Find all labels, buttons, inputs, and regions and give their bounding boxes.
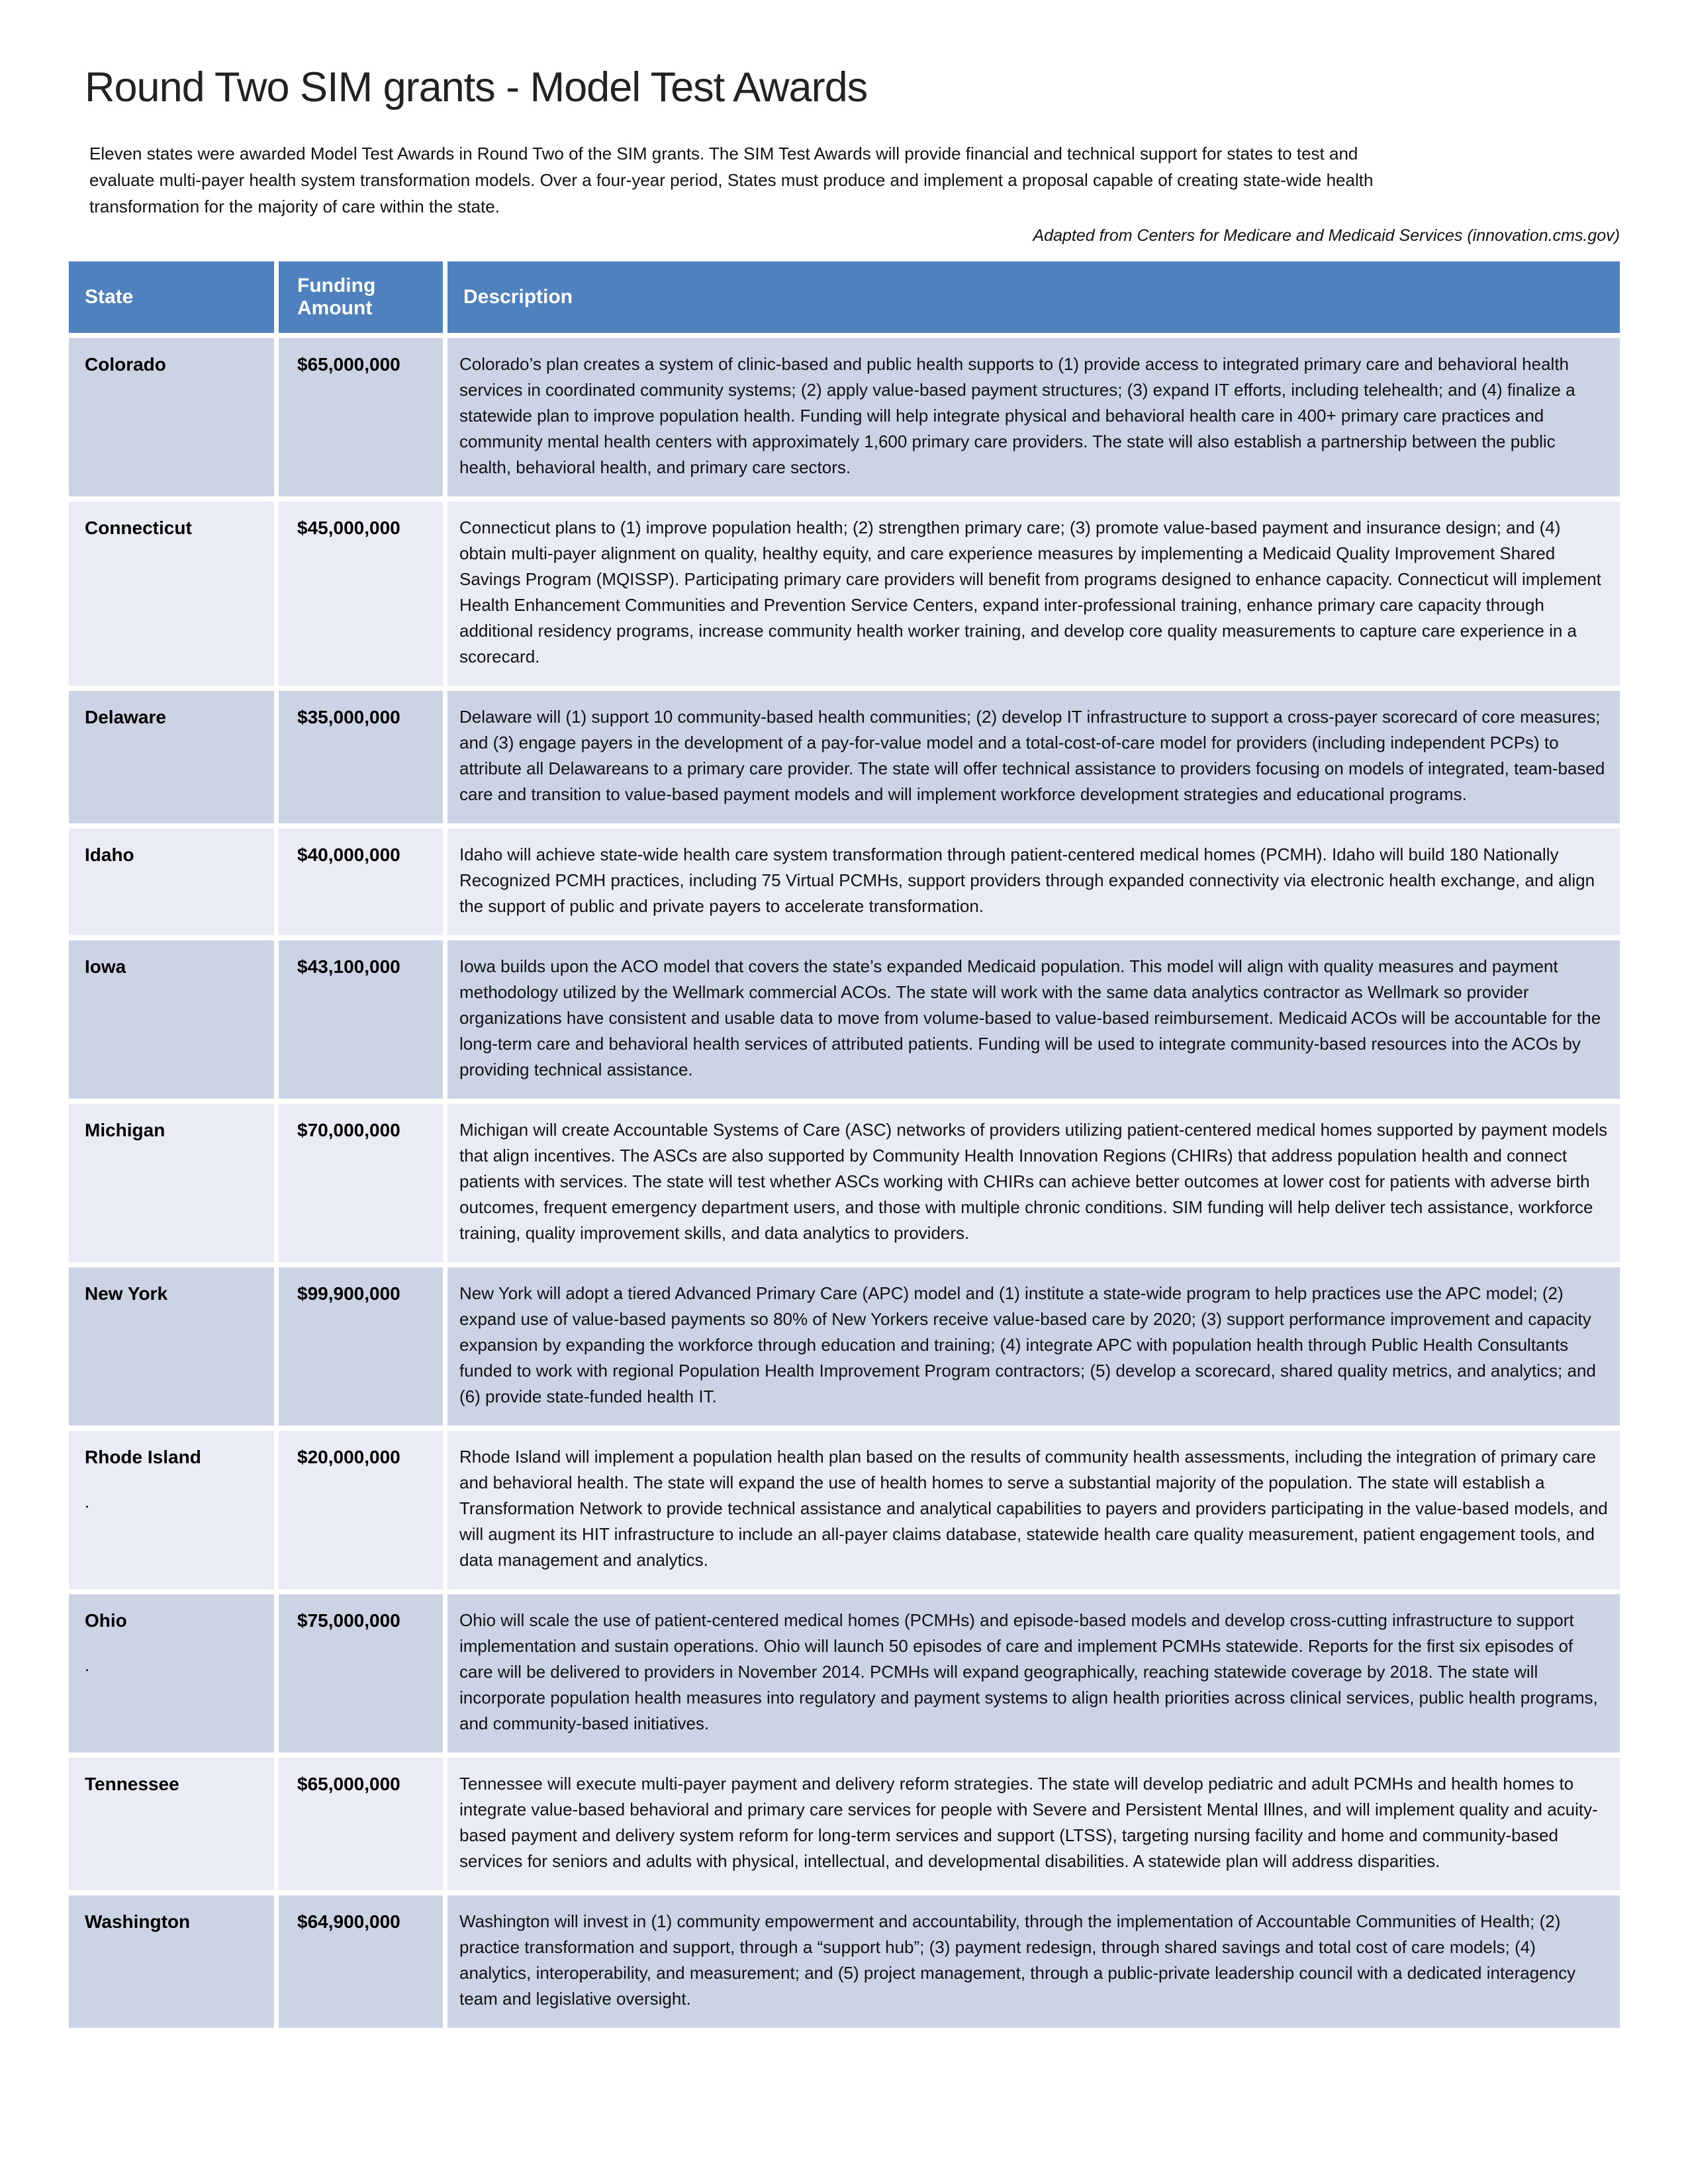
funding-amount: $43,100,000	[279, 940, 443, 1099]
table-row	[69, 1431, 1620, 1589]
state-description: Washington will invest in (1) community empowerment and accountability, through the implementation of Accountable Communities of Health; (2) practice transformation and support, through a “support hub”; (3) payment redesign, through shared savings and total cost of care models; (4) analytics, interoperability, and measurement; and (5) project management, through a public-private leadership council with a dedicated interagency team and legislative oversight.	[447, 1895, 1620, 2028]
page-title: Round Two SIM grants - Model Test Awards	[85, 64, 868, 111]
state-description: Idaho will achieve state-wide health care system transformation through patient-centered medical homes (PCMH). Idaho will build 180 Nationally Recognized PCMH practices, including 75 Virtual PCMHs, support providers through expanded connectivity via electronic health exchange, and align the support of public and private payers to accelerate transformation.	[447, 829, 1620, 935]
state-name: Tennessee	[85, 1774, 179, 1794]
state-note	[85, 1328, 267, 1335]
state-description: Tennessee will execute multi-payer payment and delivery reform strategies. The state will develop pediatric and adult PCMHs and health homes to integrate value-based behavioral and primary care services for people with Severe and Persistent Mental Illnes, and will implement quality and acuity-based payment and delivery system reform for long-term services and support (LTSS), targeting nursing facility and home and community-based services for seniors and adults with physical, intellectual, and developmental disabilities. A statewide plan will address disparities.	[447, 1758, 1620, 1890]
table-row	[69, 502, 1620, 686]
state-name: New York	[85, 1283, 168, 1304]
table-row	[69, 1758, 1620, 1890]
state-cell	[69, 1431, 274, 1589]
state-cell	[69, 502, 274, 686]
funding-amount: $35,000,000	[279, 691, 443, 823]
state-name: Michigan	[85, 1120, 165, 1140]
state-description: Ohio will scale the use of patient-centered medical homes (PCMHs) and episode-based models and develop cross-cutting infrastructure to support implementation and sustain operations. Ohio will launch 50 episodes of care and implement PCMHs statewide. Reports for the first six episodes of care will be delivered to providers in November 2014. PCMHs will expand geographically, reaching statewide coverage by 2018. The state will incorporate population health measures into regulatory and payment systems to align health priorities across clinical services, public health programs, and community-based initiatives.	[447, 1594, 1620, 1752]
funding-amount: $70,000,000	[279, 1104, 443, 1262]
state-cell	[69, 1104, 274, 1262]
table-row	[69, 829, 1620, 935]
table-row	[69, 1895, 1620, 2028]
state-note: .	[85, 1492, 90, 1512]
funding-amount: $20,000,000	[279, 1431, 443, 1589]
table-row	[69, 691, 1620, 823]
state-description: New York will adopt a tiered Advanced Primary Care (APC) model and (1) institute a state-wide program to help practices use the APC model; (2) expand use of value-based payments so 80% of New Yorkers receive value-based care by 2020; (3) support performance improvement and capacity expansion by expanding the workforce through education and training; (4) integrate APC with population health through Public Health Consultants funded to work with regional Population Health Improvement Program contractors; (5) develop a scorecard, shared quality metrics, and analytics; and (6) provide state-funded health IT.	[447, 1267, 1620, 1426]
state-note	[85, 399, 267, 406]
state-cell	[69, 1267, 274, 1426]
state-cell	[69, 691, 274, 823]
state-description: Delaware will (1) support 10 community-based health communities; (2) develop IT infrastructure to support a cross-payer scorecard of core measures; and (3) engage payers in the development of a pay-for-value model and a total-cost-of-care model for providers (including independent PCPs) to attribute all Delawareans to a primary care provider. The state will offer technical assistance to providers focusing on models of integrated, team-based care and transition to value-based payment models and will implement workforce development strategies and educational programs.	[447, 691, 1620, 823]
column-header-state: State	[69, 261, 274, 333]
column-header-funding-amount: Funding Amount	[279, 261, 443, 333]
table-body	[69, 338, 1620, 2028]
funding-amount: $45,000,000	[279, 502, 443, 686]
state-name: Rhode Island	[85, 1447, 201, 1467]
state-name: Delaware	[85, 707, 166, 727]
state-note	[85, 889, 267, 896]
state-note	[85, 563, 267, 569]
state-description: Connecticut plans to (1) improve population health; (2) strengthen primary care; (3) promote value-based payment and insurance design; and (4) obtain multi-payer alignment on quality, healthy equity, and care experience measures by implementing a Medicaid Quality Improvement Shared Savings Program (MQISSP). Participating primary care providers will benefit from programs designed to enhance capacity. Connecticut will implement Health Enhancement Communities and Prevention Service Centers, expand inter-professional training, enhance primary care capacity through additional residency programs, increase community health worker training, and develop core quality measurements to capture care experience in a scorecard.	[447, 502, 1620, 686]
funding-amount: $40,000,000	[279, 829, 443, 935]
header-row	[69, 261, 1620, 333]
table-row	[69, 1267, 1620, 1426]
table-header	[69, 261, 1620, 333]
funding-amount: $65,000,000	[279, 338, 443, 496]
table-row	[69, 338, 1620, 496]
state-name: Connecticut	[85, 518, 192, 538]
table-row	[69, 1594, 1620, 1752]
state-cell	[69, 338, 274, 496]
state-cell	[69, 1594, 274, 1752]
state-cell	[69, 940, 274, 1099]
column-header-description: Description	[447, 261, 1620, 333]
awards-table	[64, 256, 1624, 2033]
state-cell	[69, 1895, 274, 2028]
table-row	[69, 1104, 1620, 1262]
state-name: Iowa	[85, 956, 126, 977]
state-description: Colorado’s plan creates a system of clinic-based and public health supports to (1) provide access to integrated primary care and behavioral health services in coordinated community systems; (2) apply value-based payment structures; (3) expand IT efforts, including telehealth; and (4) finalize a statewide plan to improve population health. Funding will help integrate physical and behavioral health care in 400+ primary care practices and community mental health centers with approximately 1,600 primary care providers. The state will also establish a partnership between the public health, behavioral health, and primary care sectors.	[447, 338, 1620, 496]
state-name: Colorado	[85, 354, 166, 375]
table-row	[69, 940, 1620, 1099]
funding-amount: $75,000,000	[279, 1594, 443, 1752]
state-note	[85, 752, 267, 758]
state-cell	[69, 1758, 274, 1890]
state-note	[85, 1165, 267, 1171]
funding-amount: $64,900,000	[279, 1895, 443, 2028]
state-cell	[69, 829, 274, 935]
state-name: Ohio	[85, 1610, 127, 1631]
state-note	[85, 1956, 267, 1963]
state-description: Michigan will create Accountable Systems of Care (ASC) networks of providers utilizing patient-centered medical homes supported by payment models that align incentives. The ASCs are also supported by Community Health Innovation Regions (CHIRs) that address population health and connect patients with services. The state will test whether ASCs working with CHIRs can achieve better outcomes at lower cost for patients with adverse birth outcomes, frequent emergency department users, and those with multiple chronic conditions. SIM funding will help deliver tech assistance, workforce training, quality improvement skills, and data analytics to providers.	[447, 1104, 1620, 1262]
funding-amount: $65,000,000	[279, 1758, 443, 1890]
state-description: Iowa builds upon the ACO model that covers the state’s expanded Medicaid population. This model will align with quality measures and payment methodology utilized by the Wellmark commercial ACOs. The state will work with the same data analytics contractor as Wellmark so provider organizations have consistent and usable data to move from volume-based to value-based reimbursement. Medicaid ACOs will be accountable for the long-term care and behavioral health services of attributed patients. Funding will be used to integrate community-based resources into the ACOs by providing technical assistance.	[447, 940, 1620, 1099]
attribution-note: Adapted from Centers for Medicare and Medicaid Services (innovation.cms.gov)	[1033, 226, 1620, 245]
state-note	[85, 1819, 267, 1825]
state-note: .	[85, 1655, 90, 1675]
state-note	[85, 1001, 267, 1008]
state-name: Washington	[85, 1911, 191, 1932]
state-description: Rhode Island will implement a population health plan based on the results of community health assessments, including the integration of primary care and behavioral health. The state will expand the use of health homes to serve a substantial majority of the population. The state will establish a Transformation Network to provide technical assistance and analytical capabilities to payers and providers participating in the value-based models, and will augment its HIT infrastructure to include an all-payer claims database, statewide health care quality measurement, patient engagement tools, and data management and analytics.	[447, 1431, 1620, 1589]
intro-paragraph: Eleven states were awarded Model Test Awards in Round Two of the SIM grants. The SIM Test Awards will provide financial and technical support for states to test and evaluate multi-payer health system transformation models. Over a four-year period, States must produce and implement a proposal capable of creating state-wide health transformation for the majority of care within the state.	[89, 144, 1374, 216]
funding-amount: $99,900,000	[279, 1267, 443, 1426]
state-name: Idaho	[85, 844, 134, 865]
